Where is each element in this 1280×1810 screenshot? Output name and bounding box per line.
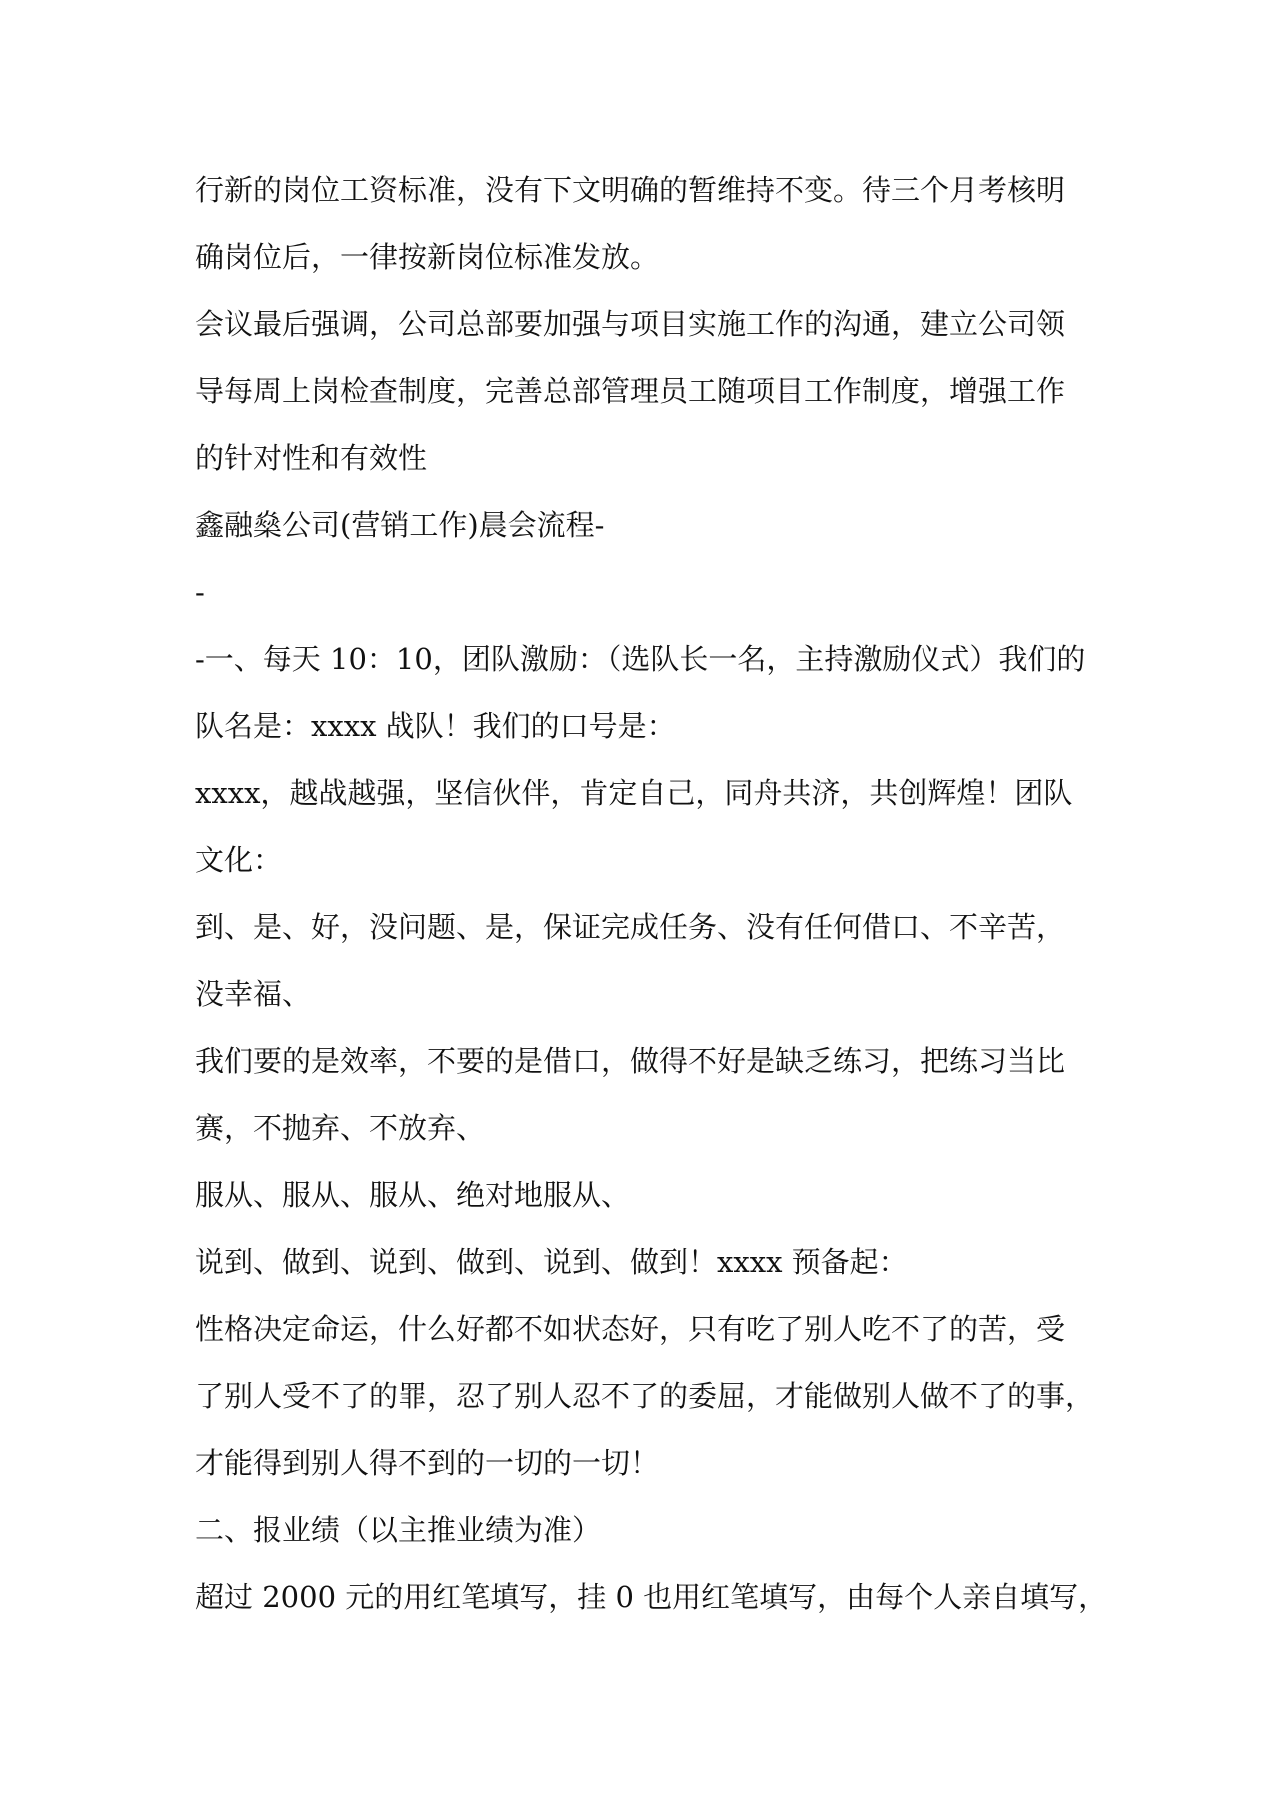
text-line: 了别人受不了的罪，忍了别人忍不了的委屈，才能做别人做不了的事， [195, 1379, 1095, 1413]
text-line: 服从、服从、服从、绝对地服从、 [195, 1178, 631, 1212]
text-line: 性格决定命运，什么好都不如状态好，只有吃了别人吃不了的苦，受 [195, 1312, 1066, 1346]
text-line: 会议最后强调，公司总部要加强与项目实施工作的沟通，建立公司领 [195, 307, 1066, 341]
text-line: 的针对性和有效性 [195, 441, 428, 475]
text-line: xxxx，越战越强，坚信伙伴，肯定自己，同舟共济，共创辉煌！团队 [195, 776, 1073, 810]
section-title: 鑫融燊公司(营销工作)晨会流程- [195, 508, 605, 542]
text-line: 文化： [195, 843, 283, 877]
text-line: 才能得到别人得不到的一切的一切！ [195, 1446, 660, 1480]
text-line: 超过 2000 元的用红笔填写，挂 0 也用红笔填写，由每个人亲自填写， [195, 1580, 1108, 1614]
section-heading: 二、报业绩（以主推业绩为准） [195, 1513, 602, 1547]
text-line: 没幸福、 [195, 977, 312, 1011]
text-line: 确岗位后，一律按新岗位标准发放。 [195, 240, 660, 274]
text-line: 我们要的是效率，不要的是借口，做得不好是缺乏练习，把练习当比 [195, 1044, 1066, 1078]
text-line: 到、是、好，没问题、是，保证完成任务、没有任何借口、不辛苦， [195, 910, 1066, 944]
text-line: 行新的岗位工资标准，没有下文明确的暂维持不变。待三个月考核明 [195, 173, 1066, 207]
text-line: 导每周上岗检查制度，完善总部管理员工随项目工作制度，增强工作 [195, 374, 1066, 408]
text-line: 赛，不抛弃、不放弃、 [195, 1111, 486, 1145]
text-line: -一、每天 10：10，团队激励：（选队长一名，主持激励仪式）我们的 [195, 642, 1086, 676]
text-line: - [195, 575, 205, 609]
text-line: 说到、做到、说到、做到、说到、做到！xxxx 预备起： [195, 1245, 908, 1279]
text-line: 队名是：xxxx 战队！我们的口号是： [195, 709, 676, 743]
